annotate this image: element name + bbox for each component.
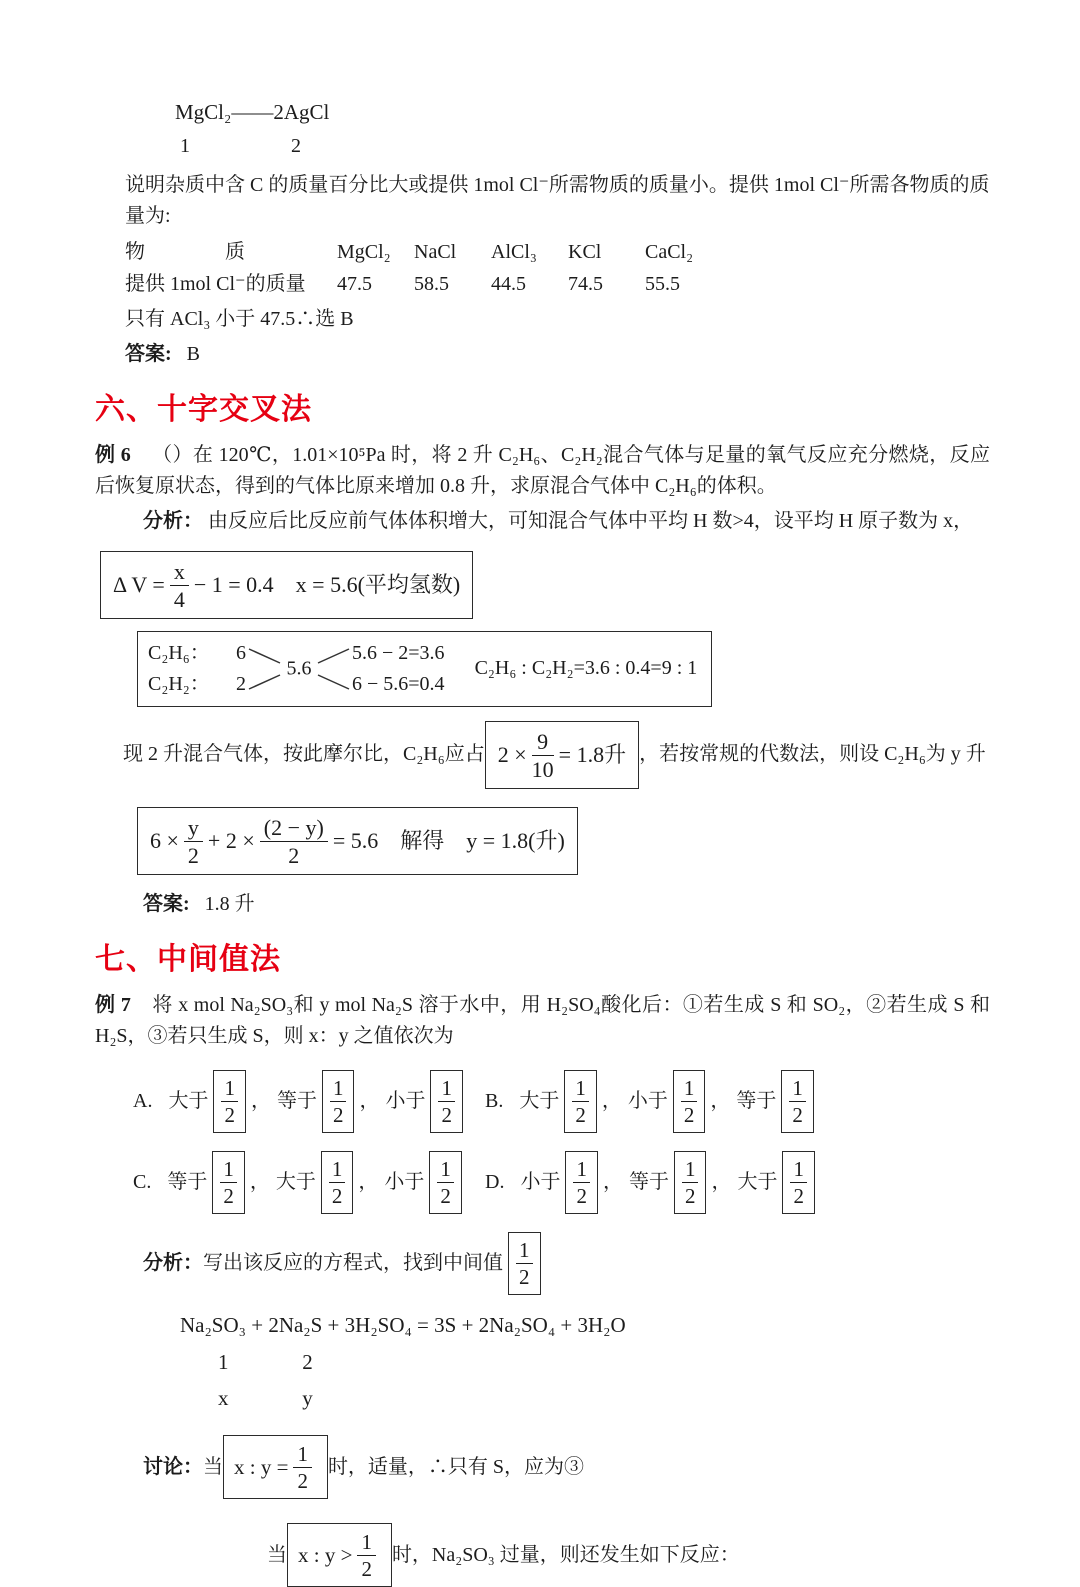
half-fraction-box: $\frac{1}{2}$ — [564, 1070, 597, 1133]
fraction-y-over-2: $\frac{y}{2}$ — [184, 815, 203, 867]
cross-value-6: 6 — [236, 641, 246, 664]
cross-center-value: 5.6 — [286, 657, 312, 680]
table-value-1: 47.5 — [337, 272, 372, 295]
section-heading-middle-value: 七、中间值法 — [95, 943, 281, 977]
answer-label: 答案: — [125, 342, 172, 365]
cross-formula-c2h2: C₂H₂： — [148, 672, 210, 695]
cross-diagram-box — [137, 631, 712, 707]
half-fraction-box: $\frac{1}{2}$ — [321, 1151, 354, 1214]
reaction-variables: x y — [218, 1386, 313, 1411]
fraction-x-over-4: $\frac{x}{4}$ — [170, 559, 189, 611]
analysis-line-6 — [143, 506, 990, 537]
analysis-text-7: 写出该反应的方程式，找到中间值 — [203, 1252, 503, 1275]
answer-line-6 — [143, 889, 990, 920]
answer-value: B — [186, 342, 201, 365]
table-header-label: 物 质 — [125, 240, 245, 263]
formula1-result: x = 5.6(平均氢数) — [295, 571, 461, 597]
cross-ratio-result: C₂H₆ : C₂H₂=3.6 : 0.4=9 : 1 — [474, 657, 698, 680]
table-value-2: 58.5 — [414, 272, 449, 295]
example-7-problem — [95, 990, 990, 1052]
section-heading-cross-method: 六、十字交叉法 — [95, 392, 312, 426]
cross-value-2: 2 — [236, 672, 246, 695]
cross-diagram-wrapper — [137, 631, 990, 707]
analysis-label-7: 分析： — [143, 1252, 203, 1275]
middle-value-box: $\frac{1}{2}$ — [508, 1232, 541, 1295]
table-header-row — [125, 236, 990, 268]
formula2-t2: + 2 × — [207, 827, 255, 853]
half-fraction-box: $\frac{1}{2}$ — [781, 1070, 814, 1133]
half-fraction-box: $\frac{1}{2}$ — [782, 1151, 815, 1214]
reaction-coefficients: 1 2 — [218, 1349, 313, 1374]
cross-left-column — [148, 638, 246, 700]
table-value-3: 44.5 — [491, 272, 526, 295]
half-fraction-box: $\frac{1}{2}$ — [212, 1151, 245, 1214]
table-col-kcl: KCl — [568, 240, 602, 263]
option-a: A. 大于 $\frac{1}{2}$ ， 等于 $\frac{1}{2}$ ， 小于 $\frac{1}{2}$ — [133, 1070, 485, 1133]
coefficient-row — [180, 131, 990, 162]
table-col-alcl3: AlCl₃ — [491, 240, 537, 263]
answer-label-6: 答案: — [143, 893, 190, 916]
formula1-rest: − 1 = 0.4 — [193, 571, 274, 597]
cross-right-column — [352, 638, 445, 700]
mass-table — [125, 236, 990, 300]
ratio-equal-box: x : y = $\frac{1}{2}$ — [223, 1435, 328, 1499]
volume-formula-post: = 1.8升 — [558, 741, 627, 767]
formula2-t3: = 5.6 — [332, 827, 379, 853]
mole-ratio-before: 现 2 升混合气体，按此摩尔比，C₂H₆应占 — [123, 743, 485, 766]
discussion2-post: 时，Na₂SO₃ 过量，则还发生如下反应： — [391, 1543, 740, 1566]
discussion1-post: 时，适量，∴只有 S，应为③ — [327, 1455, 585, 1478]
algebra-equation-wrapper — [137, 807, 990, 875]
mole-ratio-line — [123, 721, 990, 789]
answer-line-prev — [125, 339, 990, 370]
option-c: C. 等于 $\frac{1}{2}$ ， 大于 $\frac{1}{2}$ ， 小于 $\frac{1}{2}$ — [133, 1151, 485, 1214]
coefficient-2: 2 — [291, 134, 301, 157]
half-fraction-box: $\frac{1}{2}$ — [674, 1151, 707, 1214]
delta-v-formula-wrapper — [100, 551, 990, 619]
table-col-mgcl2: MgCl₂ — [337, 240, 391, 263]
formula2-result: y = 1.8(升) — [466, 827, 565, 853]
discussion1-pre: 当 — [203, 1455, 223, 1478]
cross-diff-bottom: 6 − 5.6=0.4 — [352, 672, 445, 695]
half-fraction-box: $\frac{1}{2}$ — [430, 1070, 463, 1133]
options-row-cd — [133, 1151, 990, 1214]
discussion-label: 讨论： — [143, 1455, 203, 1478]
cross-formula-c2h6: C₂H₆： — [148, 641, 210, 664]
table-value-4: 74.5 — [568, 272, 603, 295]
fraction-9-over-10: $\frac{9}{10}$ — [531, 728, 554, 782]
discussion-line-1 — [143, 1435, 990, 1499]
reaction-equation-block — [180, 1309, 990, 1415]
analysis-text: 由反应后比反应前气体体积增大，可知混合气体中平均 H 数>4，设平均 H 原子数为 x， — [208, 509, 974, 532]
formula1-lead: Δ V = — [113, 571, 165, 597]
half-fraction-box: $\frac{1}{2}$ — [322, 1070, 355, 1133]
half-fraction-box: $\frac{1}{2}$ — [429, 1151, 462, 1214]
ratio-greater-box: x : y > $\frac{1}{2}$ — [287, 1523, 392, 1587]
option-d: D. 小于 $\frac{1}{2}$ ， 等于 $\frac{1}{2}$ ， 大于 $\frac{1}{2}$ — [485, 1151, 820, 1214]
cross-diff-top: 5.6 − 2=3.6 — [352, 641, 445, 664]
table-col-nacl: NaCl — [414, 240, 457, 263]
formula2-solve-label: 解得 — [400, 827, 445, 853]
half-fraction-box: $\frac{1}{2}$ — [565, 1151, 598, 1214]
options-row-ab — [133, 1070, 990, 1133]
delta-v-formula-box — [100, 551, 473, 619]
volume-formula-box — [485, 721, 639, 789]
option-b: B. 大于 $\frac{1}{2}$ ， 小于 $\frac{1}{2}$ ， 等于 $\frac{1}{2}$ — [485, 1070, 819, 1133]
conclusion-text: 只有 ACl₃ 小于 47.5∴选 B — [125, 307, 354, 330]
mole-ratio-after: ，若按常规的代数法，则设 C₂H₆为 y 升 — [639, 743, 986, 766]
cross-lines-area — [246, 640, 352, 698]
coefficient-1: 1 — [180, 134, 190, 157]
example-7-label: 例 7 — [95, 994, 131, 1017]
reaction-equation: Na₂SO₃ + 2Na₂S + 3H₂SO₄ = 3S + 2Na₂SO₄ + 3H₂O — [180, 1313, 626, 1338]
table-col-cacl2: CaCl₂ — [645, 240, 694, 263]
analysis-line-7 — [143, 1232, 990, 1295]
chem-equation-mgcl2-agcl: MgCl₂——2AgCl — [175, 100, 330, 124]
example-6-text: （）在 120℃，1.01×10⁵Pa 时，将 2 升 C₂H₆、C₂H₂混合气体与足量的氧气反应充分燃烧，反应后恢复原状态，得到的气体比原来增加 0.8 升，求原混合气体中 C₂H₆的体积。 — [95, 443, 990, 497]
fraction-1-over-2: $\frac{1}{2}$ — [357, 1530, 376, 1580]
fraction-2minusy-over-2: $\frac{(2 - y)}{2}$ — [260, 815, 328, 867]
answer-value-6: 1.8 升 — [204, 893, 255, 916]
table-row-label: 提供 1mol Cl⁻的质量 — [125, 272, 306, 295]
half-fraction-box: $\frac{1}{2}$ — [213, 1070, 246, 1133]
discussion-line-2 — [267, 1523, 990, 1587]
formula2-t1: 6 × — [150, 827, 179, 853]
example-6-problem — [95, 440, 990, 502]
analysis-label: 分析： — [143, 509, 203, 532]
algebra-equation-box — [137, 807, 578, 875]
fraction-1-over-2: $\frac{1}{2}$ — [293, 1442, 312, 1492]
volume-formula-pre: 2 × — [497, 741, 527, 767]
table-value-5: 55.5 — [645, 272, 680, 295]
example-6-label: 例 6 — [95, 443, 131, 466]
example-7-text: 将 x mol Na₂SO₃和 y mol Na₂S 溶于水中，用 H₂SO₄酸化后：①若生成 S 和 SO₂，②若生成 S 和 H₂S，③若只生成 S，则 x：y 之值依次为 — [95, 994, 991, 1048]
half-fraction-box: $\frac{1}{2}$ — [673, 1070, 706, 1133]
table-value-row — [125, 268, 990, 300]
explanation-text: 说明杂质中含 C 的质量百分比大或提供 1mol Cl⁻所需物质的质量小。提供 1mol Cl⁻所需各物质的质量为: — [125, 173, 990, 227]
discussion2-pre: 当 — [267, 1543, 287, 1566]
